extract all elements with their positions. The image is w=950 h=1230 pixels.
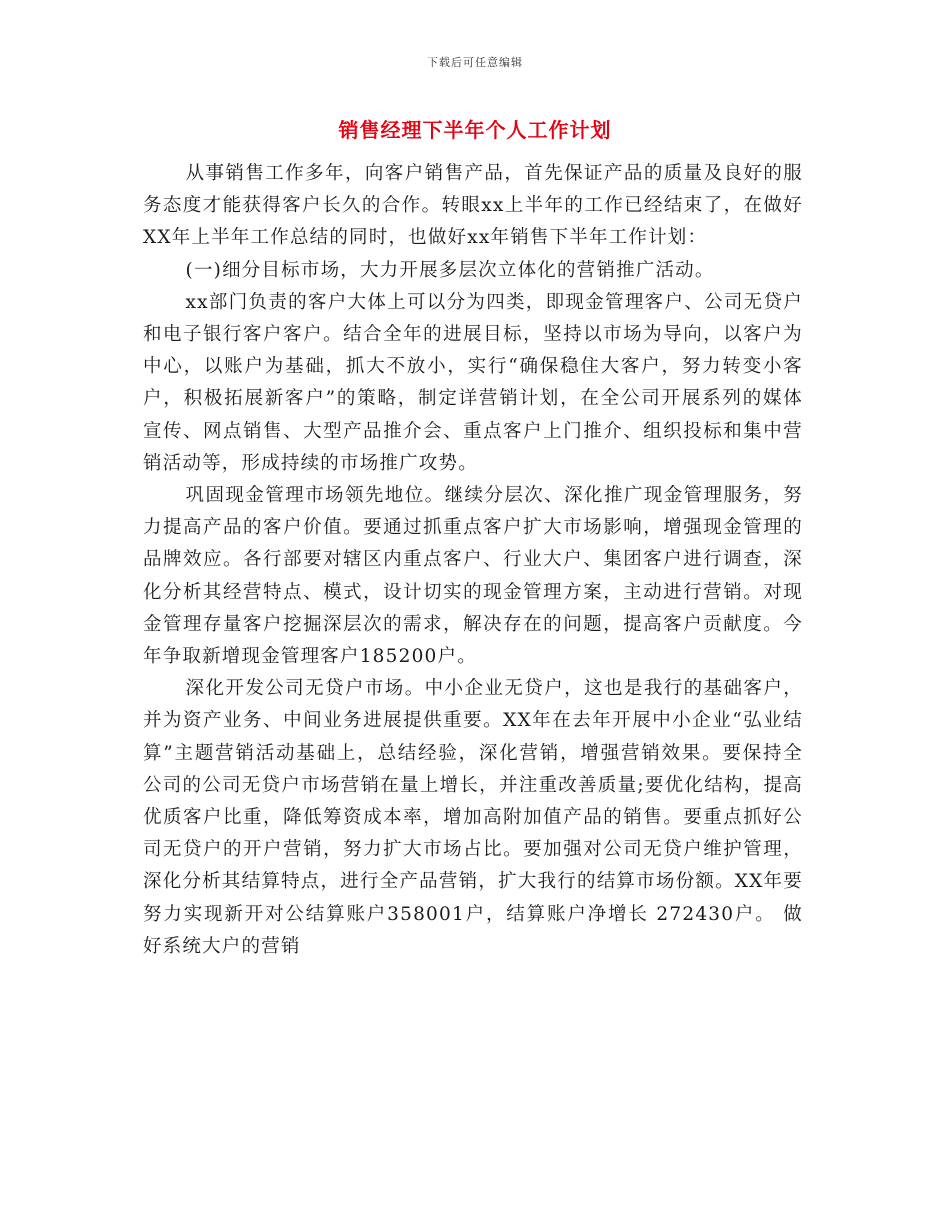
paragraph-cash-management: 巩固现金管理市场领先地位。继续分层次、深化推广现金管理服务，努力提高产品的客户价值。要通过抓重点客户扩大市场影响，增强现金管理的品牌效应。各行部要对辖区内重点客户、行业大户、集团客户进行调查，深化分析其经营特点、模式，设计切实的现金管理方案，主动进行营销。对现金管理存量客户挖掘深层次的需求，解决存在的问题，提高客户贡献度。今年争取新增现金管理客户185200户。 — [143, 485, 803, 668]
paragraph-no-loan-market: 深化开发公司无贷户市场。中小企业无贷户，这也是我行的基础客户，并为资产业务、中间业务进展提供重要。XX年在去年开展中小企业“弘业结算”主题营销活动基础上，总结经验，深化营销，增强营销效果。要保持全公司的公司无贷户市场营销在量上增长，并注重改善质量;要优化结构，提高优质客户比重，降低筹资成本率，增加高附加值产品的销售。要重点抓好公司无贷户的开户营销，努力扩大市场占比。要加强对公司无贷户维护管理，深化分析其结算特点，进行全产品营销，扩大我行的结算市场份额。XX年要努力实现新开对公结算账户358001户，结算账户净增长 272430户。 做好系统大户的营销 — [143, 678, 803, 957]
paragraph-intro: 从事销售工作多年，向客户销售产品，首先保证产品的质量及良好的服务态度才能获得客户长久的合作。转眼xx上半年的工作已经结束了，在做好XX年上半年工作总结的同时，也做好xx年销售下半年工作计划： — [143, 163, 803, 249]
paragraph-section-heading: (一)细分目标市场，大力开展多层次立体化的营销推广活动。 — [185, 259, 715, 281]
document-body — [143, 158, 803, 963]
document-title: 销售经理下半年个人工作计划 — [338, 118, 612, 142]
paragraph-customer-types: xx部门负责的客户大体上可以分为四类，即现金管理客户、公司无贷户和电子银行客户客户。结合全年的进展目标，坚持以市场为导向，以客户为中心，以账户为基础，抓大不放小，实行“确保稳住大客户，努力转变小客户，积极拓展新客户”的策略，制定详营销计划，在全公司开展系列的媒体宣传、网点销售、大型产品推介会、重点客户上门推介、组织投标和集中营销活动等，形成持续的市场推广攻势。 — [143, 291, 803, 474]
header-note: 下载后可任意编辑 — [427, 56, 523, 69]
